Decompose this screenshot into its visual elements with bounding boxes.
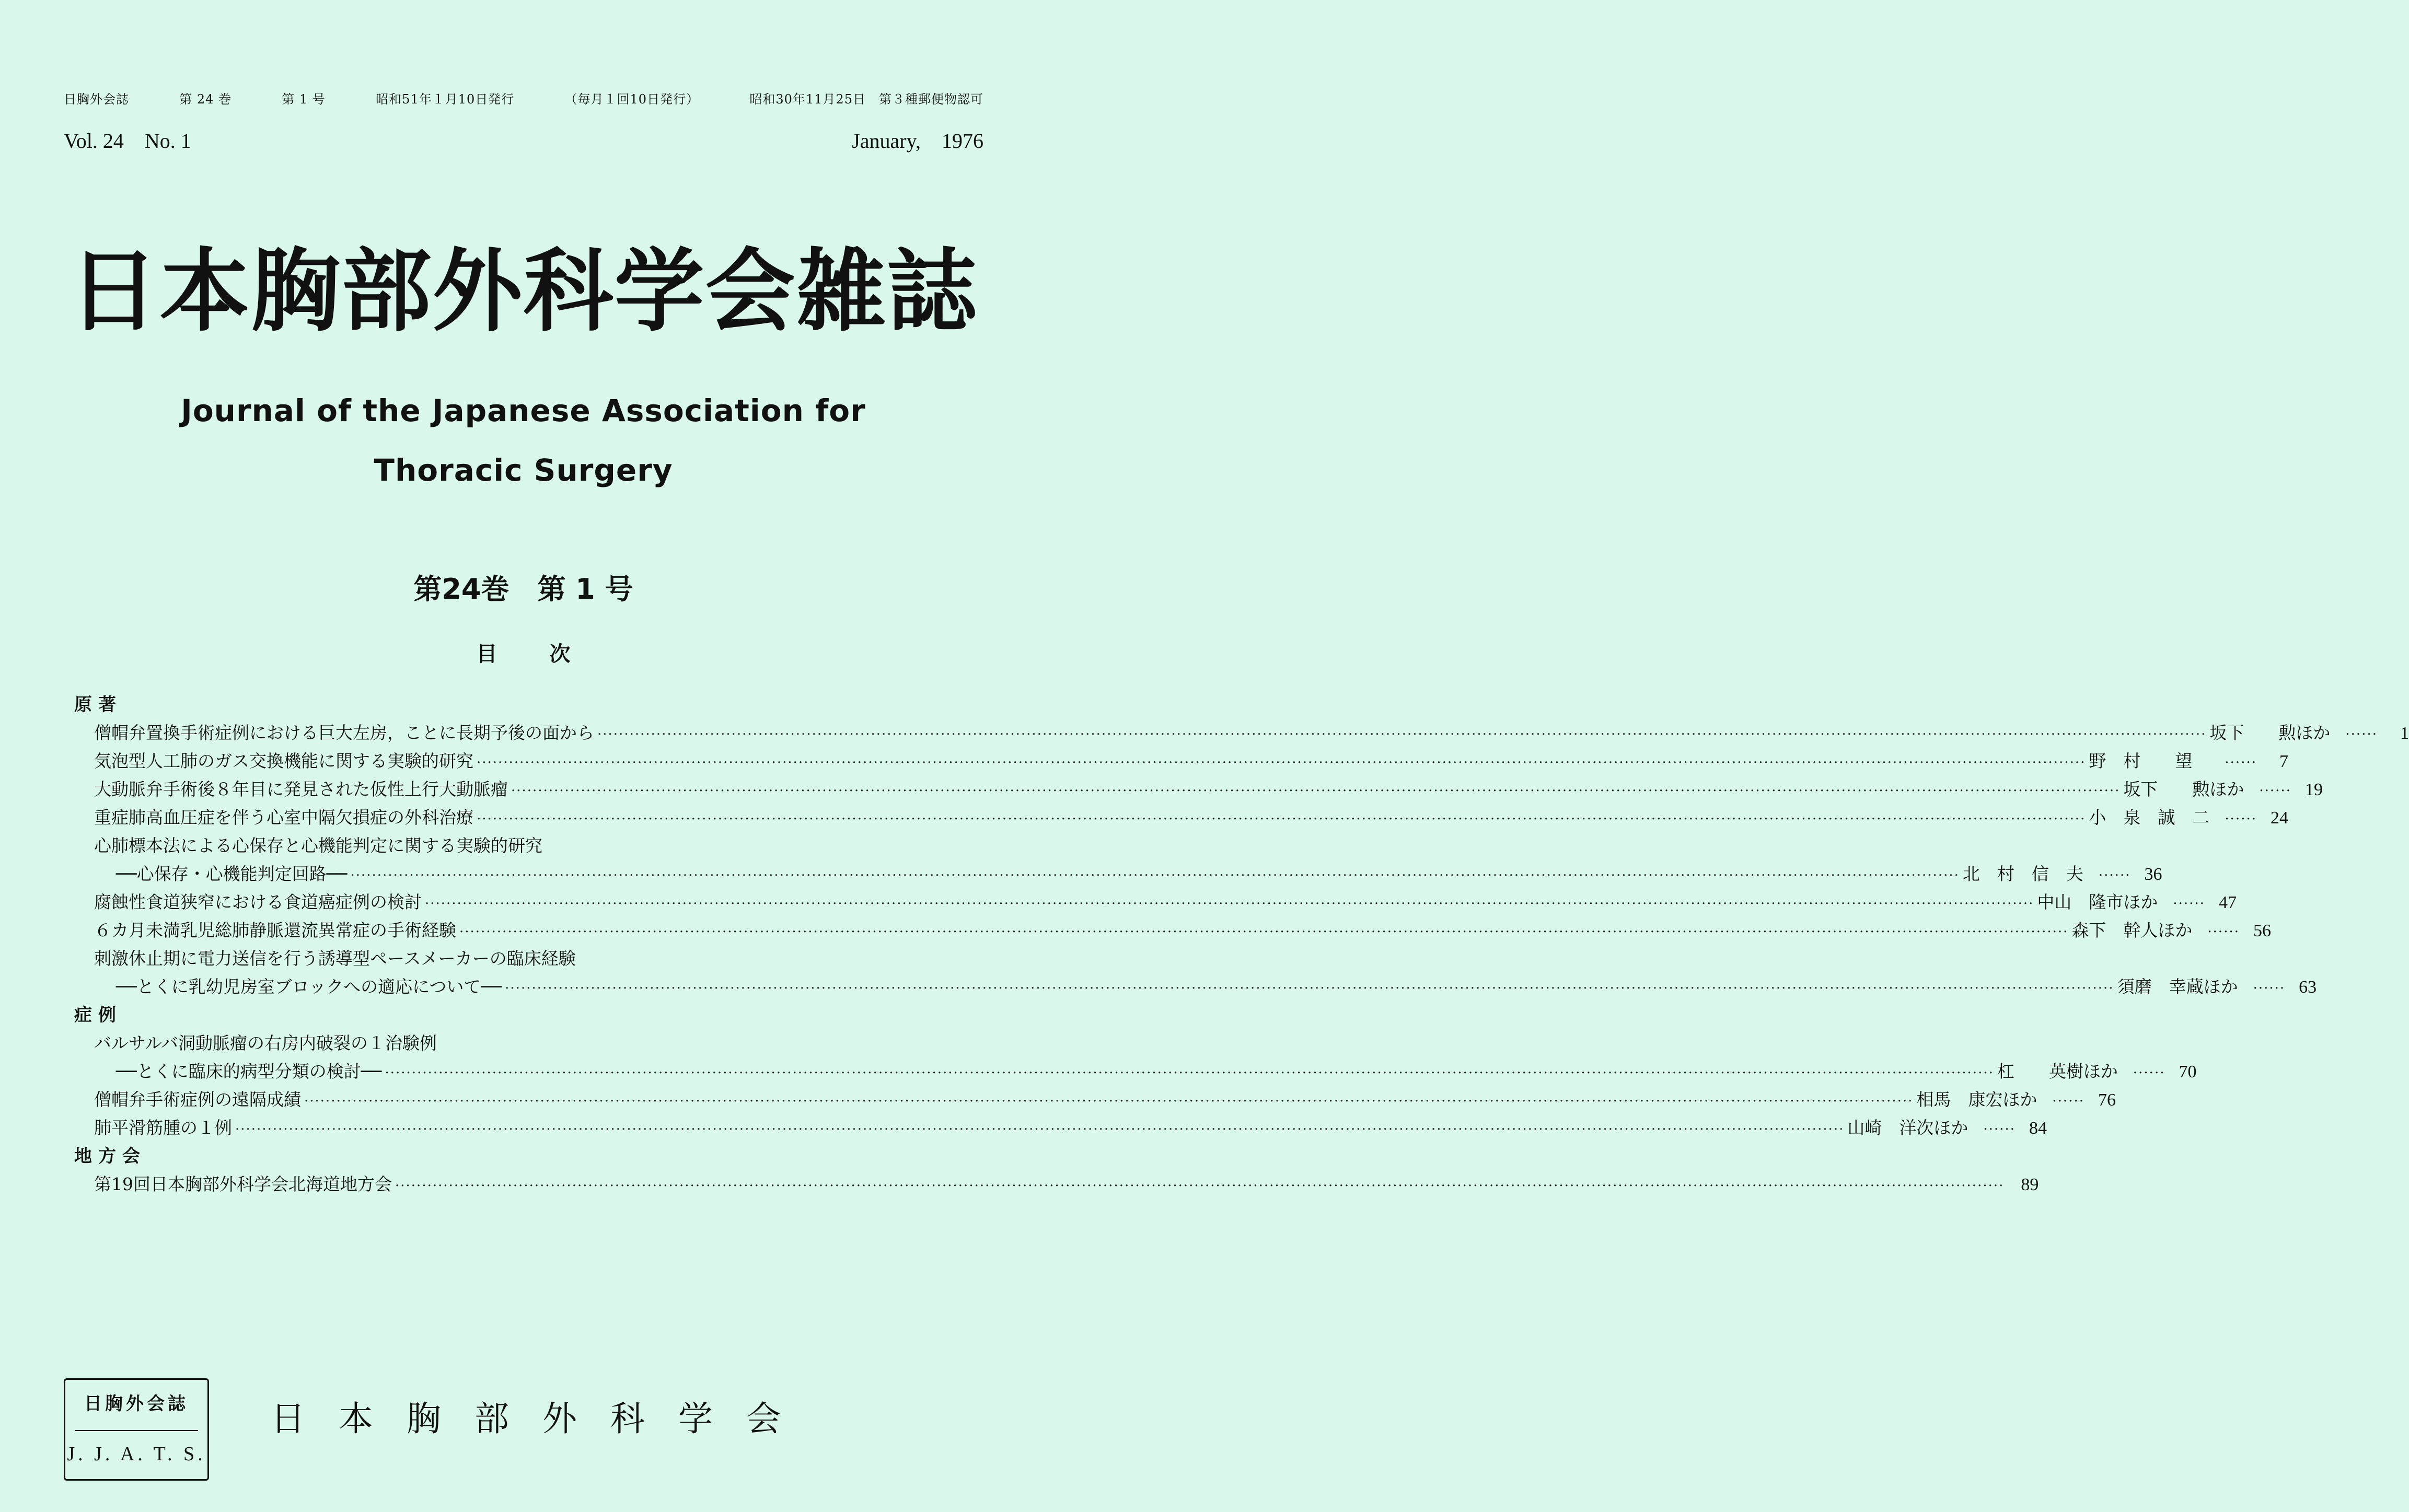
toc-entry [74,719,2409,747]
toc-leader-dots: ············································································································································································································································································································ [505,981,2114,996]
toc-leader-dots: ············································································································································································································································································································ [304,1094,1914,1109]
toc-entry [74,775,2323,804]
toc-entry-page: 76 [2098,1090,2116,1110]
toc-leader-dots: ······ [2259,783,2291,799]
toc-leader-dots: ············································································································································································································································································································ [385,1065,1994,1081]
toc-entry [74,832,945,860]
toc-entry-page: 84 [2029,1119,2047,1138]
journal-title-english-line2: Thoracic Surgery [374,452,673,488]
journal-seal-box [64,1378,209,1481]
toc-leader-dots: ············································································································································································································································································································ [235,1122,1845,1137]
toc-leader-dots: ······ [2253,981,2286,996]
publisher-name: 日本胸部外科学会 [271,1399,814,1439]
toc-entry [74,973,2317,1001]
toc-entry [74,804,2288,832]
toc-entry [74,860,2162,888]
toc-entry-title: 重症肺高血圧症を伴う心室中隔欠損症の外科治療 [94,807,473,828]
toc-entry-page: 1 [2400,724,2409,743]
volume-label: 第 24 巻 [179,92,232,107]
toc-entry-title: 心肺標本法による心保存と心機能判定に関する実験的研究 [94,835,542,856]
toc-leader-dots: ······ [2098,868,2131,883]
toc-entry [74,1114,2047,1142]
toc-entry-page: 19 [2305,780,2323,799]
toc-entry-title: 第19回日本胸部外科学会北海道地方会 [94,1174,392,1194]
toc-entry-author: 中山 隆市ほか [2037,892,2158,912]
postal-permit: 昭和30年11月25日 第３種郵便物認可 [749,92,983,107]
toc-entry-title: 僧帽弁置換手術症例における巨大左房，ことに長期予後の面から [94,723,594,743]
number-label: 第 1 号 [282,92,326,107]
seal-divider [75,1430,198,1431]
toc-leader-dots: ············································································································································································································································································································ [511,783,2121,799]
toc-entry-page: 47 [2219,893,2237,912]
journal-title-japanese: 日本胸部外科学会雑誌 [68,239,978,344]
toc-leader-dots: ············································································································································································································································································································ [477,811,2086,827]
toc-leader-dots: ······ [2133,1065,2165,1081]
toc-leader-dots: ······ [2345,727,2378,742]
toc-entry-title: 僧帽弁手術症例の遠隔成績 [94,1089,301,1110]
toc-leader-dots: ······ [2225,755,2257,771]
volume-number: Vol. 24 No. 1 [64,129,191,153]
toc-entry-page: 70 [2179,1062,2197,1081]
toc-entry-page: 36 [2144,865,2162,884]
toc-leader-dots: ············································································································································································································································································································ [395,1178,2005,1194]
toc-section-heading: 症例 [74,1005,122,1026]
toc-leader-dots: ············································································································································································································································································································ [459,924,2069,940]
toc-entry-page: 24 [2271,808,2288,828]
toc-entry [74,916,2271,945]
volume-date-line [64,124,983,154]
toc-leader-dots: ············································································································································································································································································································ [597,727,2207,742]
toc-leader-dots: ······ [1983,1122,2016,1137]
toc-leader-dots: ······ [2173,896,2205,912]
toc-entry-author: 相馬 康宏ほか [1916,1089,2037,1110]
toc-entry [74,945,945,973]
table-of-contents [74,691,2409,1199]
issue-label: 第24巻 第 1 号 [413,573,633,606]
toc-entry-title: 気泡型人工肺のガス交換機能に関する実験的研究 [94,751,473,771]
toc-entry-page: 56 [2253,921,2271,940]
toc-entry-page: 89 [2021,1175,2039,1194]
toc-leader-dots: ······ [2225,811,2257,827]
toc-leader-dots: ············································································································································································································································································································ [350,868,1960,883]
toc-entry-title: ６カ月未満乳児総肺静脈還流異常症の手術経験 [94,920,456,940]
toc-entry-author: 小 泉 誠 二 [2089,807,2210,828]
issue-date: January, 1976 [852,129,983,153]
toc-entry-author: 杠 英樹ほか [1997,1061,2118,1081]
table-of-contents-heading: 目次 [476,642,623,666]
toc-leader-dots: ······ [2052,1094,2084,1109]
toc-entry-title: 肺平滑筋腫の１例 [94,1118,232,1138]
toc-entry [74,1029,945,1057]
publication-date: 昭和51年１月10日発行 [376,92,515,107]
toc-entry [74,1086,2116,1114]
journal-title-english-line1: Journal of the Japanese Association for [181,393,866,428]
toc-entry-author: 森下 幹人ほか [2071,920,2193,940]
toc-entry-author: 北 村 信 夫 [1962,864,2083,884]
toc-entry-author: 坂下 勲ほか [2209,723,2331,743]
toc-entry-page: 63 [2299,978,2317,997]
toc-leader-dots: ············································································································································································································································································································ [425,896,2034,912]
toc-entry [74,1170,2039,1199]
toc-section-heading: 原著 [74,694,122,715]
toc-entry-author: 坂下 勲ほか [2123,779,2244,799]
toc-leader-dots: ······ [2207,924,2240,940]
toc-entry-author: 野 村 望 [2089,751,2193,771]
header-meta-line [64,89,983,107]
toc-entry [74,747,2288,775]
toc-entry [74,888,2237,916]
toc-entry-author: 須磨 幸蔵ほか [2117,976,2238,997]
toc-entry-title: 大動脈弁手術後８年目に発見された仮性上行大動脈瘤 [94,779,508,799]
publication-frequency: （毎月１回10日発行） [564,92,700,107]
toc-entry-author: 山崎 洋次ほか [1847,1118,1968,1138]
toc-leader-dots: ············································································································································································································································································································ [477,755,2086,771]
toc-entry-page: 7 [2279,752,2288,771]
toc-entry-title: ──心保存・心機能判定回路── [116,864,348,884]
seal-abbreviation-jp: 日胸外会誌 [84,1393,189,1414]
toc-entry-title: バルサルバ洞動脈瘤の右房内破裂の１治験例 [94,1033,437,1053]
toc-entry [74,1057,2197,1086]
seal-abbreviation-en: J. J. A. T. S. [67,1443,206,1465]
toc-section-heading: 地方会 [74,1146,146,1167]
journal-abbreviation: 日胸外会誌 [64,92,129,107]
toc-entry-title: 腐蝕性食道狭窄における食道癌症例の検討 [94,892,422,912]
toc-entry-title: ──とくに臨床的病型分類の検討── [116,1061,382,1081]
toc-entry-title: 刺激休止期に電力送信を行う誘導型ペースメーカーの臨床経験 [94,948,576,969]
toc-entry-title: ──とくに乳幼児房室ブロックへの適応について── [116,976,502,997]
